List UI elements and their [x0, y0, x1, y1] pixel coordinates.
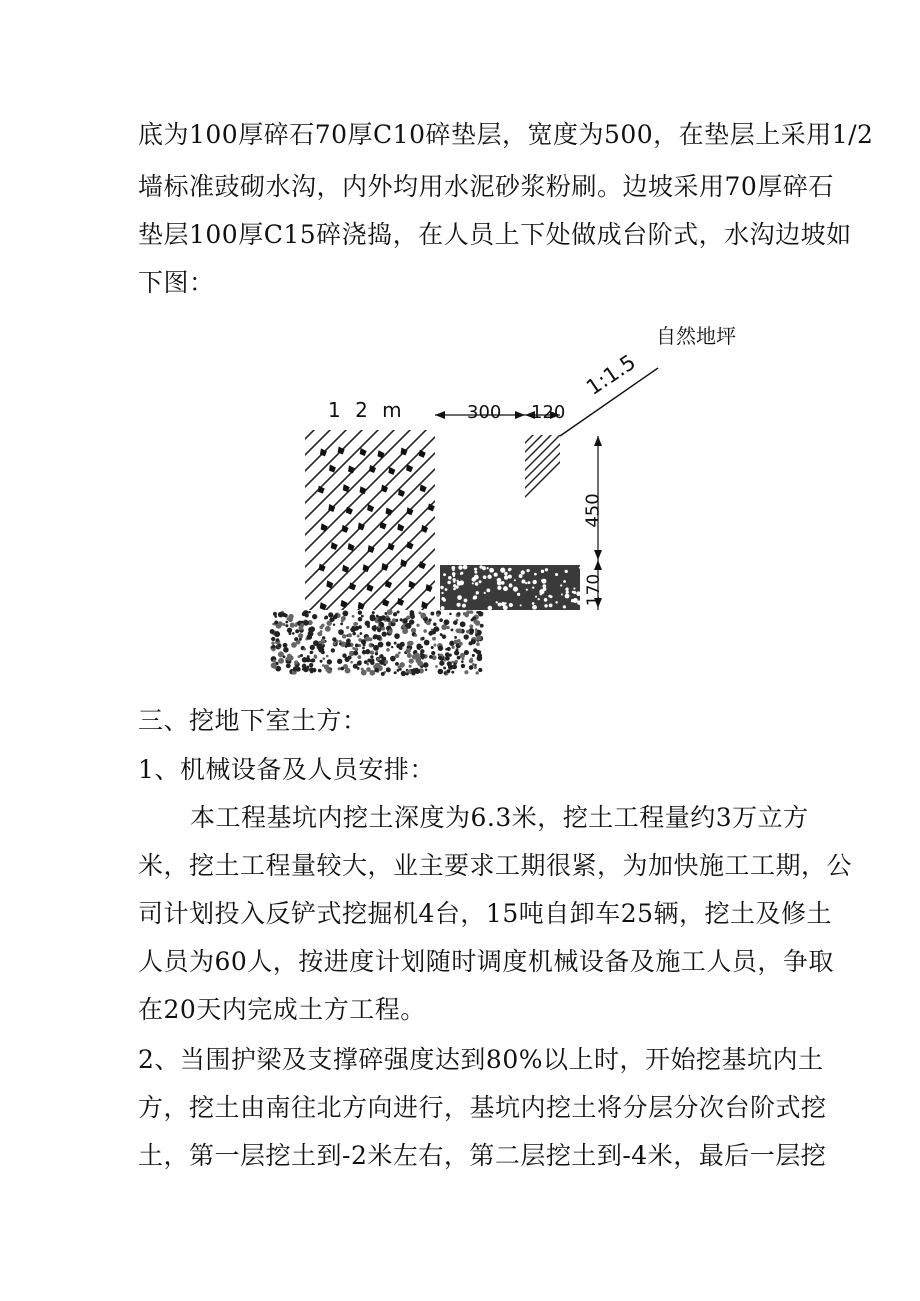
stone-mark — [360, 448, 367, 456]
stone-mark — [421, 601, 428, 609]
stone-mark — [385, 508, 392, 516]
figure-caption: 自然地坪 — [656, 324, 736, 348]
paragraph3-line-3: 土，第一层挖土到-2米左右，第二层挖土到-4米，最后一层挖 — [138, 1141, 827, 1170]
paragraph2-line-1: 本工程基坑内挖土深度为6.3米，挖土工程量约3万立方 — [190, 803, 809, 832]
stone-mark — [397, 523, 404, 531]
paragraph3-line-2: 方，挖土由南往北方向进行，基坑内挖土将分层分次台阶式挖 — [138, 1093, 827, 1122]
paragraph1-line-1: 底为100厚碎石70厚C10碎垫层，宽度为500，在垫层上采用1/2 — [138, 120, 874, 149]
stone-mark — [398, 489, 405, 497]
stone-mark — [406, 464, 413, 472]
label-300: 300 — [467, 402, 502, 423]
label-1-2m: 1 2 m — [328, 398, 406, 422]
label-slope-ratio: 1:1.5 — [582, 349, 641, 400]
stone-mark — [420, 484, 427, 492]
stone-mark — [320, 602, 327, 610]
stone-mark — [331, 542, 338, 550]
stone-mark — [409, 581, 416, 589]
paragraph2-line-3: 司计划投入反铲式挖掘机4台，15吨自卸车25辆，挖土及修土 — [138, 899, 833, 928]
stone-mark — [346, 507, 353, 515]
paragraph1-line-2: 墙标准豉砌水沟，内外均用水泥砂浆粉刷。边坡采用70厚碎石 — [138, 172, 834, 201]
stone-mark — [380, 522, 387, 530]
stone-mark — [360, 486, 367, 494]
label-120: 120 — [531, 402, 566, 423]
stone-mark — [329, 464, 336, 472]
bottom-gravel-band — [270, 609, 484, 676]
paragraph1-line-4: 下图： — [138, 268, 215, 297]
label-450: 450 — [582, 493, 604, 528]
stone-mark — [385, 580, 392, 588]
right-wall-hatch — [260, 420, 602, 570]
stone-mark — [363, 564, 370, 572]
paragraph2-line-2: 米，挖土工程量较大，业主要求工期很紧，为加快施工工期，公 — [138, 851, 853, 880]
paragraph1-line-3: 垫层100厚C15碎浇捣，在人员上下处做成台阶式，水沟边坡如 — [138, 220, 852, 249]
stone-mark — [388, 467, 395, 475]
paragraph3-line-1: 2、当围护梁及支撑碎强度达到80%以上时，开始挖基坑内土 — [138, 1045, 824, 1074]
paragraph2-line-4: 人员为60人，按进度计划随时调度机械设备及施工人员，争取 — [138, 947, 834, 976]
label-170: 170 — [584, 573, 605, 607]
stone-mark — [367, 504, 374, 512]
section-heading: 三、挖地下室土方： — [138, 706, 368, 735]
stone-mark — [348, 465, 355, 473]
item1-heading: 1、机械设备及人员安排： — [138, 755, 435, 784]
stone-mark — [367, 584, 374, 592]
ditch-gravel-bed — [440, 565, 581, 611]
stone-mark — [382, 599, 389, 607]
paragraph2-line-5: 在20天内完成土方工程。 — [138, 995, 426, 1024]
